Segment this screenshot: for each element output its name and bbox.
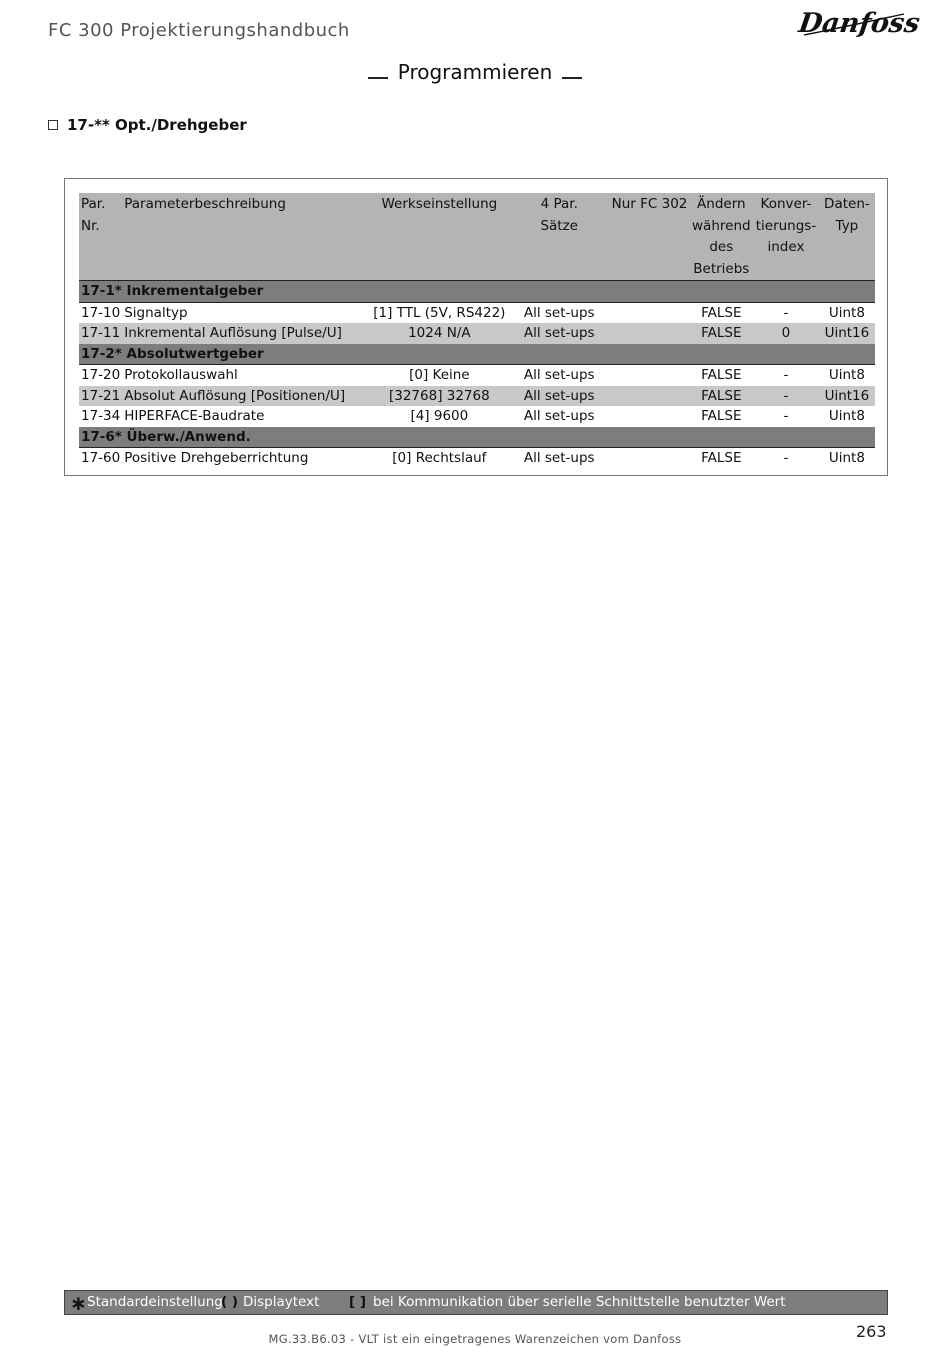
cell-nr: 17-20 [79,365,122,386]
cell-fc302 [610,302,690,323]
title-dash-left [368,77,388,79]
cell-change: FALSE [689,386,753,407]
legend-paren-symbol: ( ) [221,1294,239,1310]
cell-change: FALSE [689,406,753,427]
section-title [0,60,950,84]
cell-change: FALSE [689,365,753,386]
cell-datatype: Uint8 [819,365,875,386]
cell-conversion: 0 [753,323,819,344]
footer-note: MG.33.B6.03 - VLT ist ein eingetragenes Warenzeichen vom Danfoss [268,1332,682,1346]
header-datatype: Daten- Typ [824,196,870,234]
cell-datatype: Uint16 [819,386,875,407]
group-row [79,427,875,448]
cell-fc302 [610,386,690,407]
cell-change: FALSE [689,448,753,469]
parameter-group-title: 17-** Opt./Drehgeber [67,116,247,134]
cell-datatype: Uint8 [819,406,875,427]
header-description: Parameterbeschreibung [124,196,286,212]
section-title-text: Programmieren [397,60,553,84]
cell-conversion: - [753,406,819,427]
legend-paren-label: Displaytext [243,1294,320,1310]
cell-fc302 [610,406,690,427]
table-header-row [79,193,875,281]
table-row [79,386,875,407]
asterisk-icon: ∗ [70,1291,87,1315]
cell-description: Absolut Auflösung [Positionen/U] [122,386,370,407]
parameter-table [79,193,875,469]
cell-description: HIPERFACE-Baudrate [122,406,370,427]
legend-bar [64,1290,888,1315]
cell-change: FALSE [689,302,753,323]
page-number: 263 [856,1322,887,1341]
group-title: 17-6* Überw./Anwend. [79,427,875,448]
header-nr: Par. Nr. [81,196,106,234]
cell-description: Protokollauswahl [122,365,370,386]
parameter-table-frame [64,178,888,476]
group-row [79,281,875,303]
legend-default-label: Standardeinstellung [87,1294,223,1310]
cell-description: Inkremental Auflösung [Pulse/U] [122,323,370,344]
cell-datatype: Uint8 [819,448,875,469]
legend-bracket-symbol: [ ] [349,1294,367,1310]
cell-sets: All set-ups [509,365,610,386]
table-row [79,302,875,323]
header-fc302: Nur FC 302 [611,196,688,212]
legend-bracket-label: bei Kommunikation über serielle Schnittstelle benutzter Wert [373,1294,786,1310]
checkbox-icon [48,120,58,130]
cell-nr: 17-60 [79,448,122,469]
title-dash-right [562,77,582,79]
table-row [79,323,875,344]
group-title: 17-1* Inkrementalgeber [79,281,875,303]
cell-nr: 17-34 [79,406,122,427]
cell-sets: All set-ups [509,323,610,344]
cell-nr: 17-21 [79,386,122,407]
cell-default: [0] Rechtslauf [370,448,509,469]
header-sets: 4 Par. Sätze [540,196,578,234]
cell-description: Signaltyp [122,302,370,323]
header-conversion: Konver- tierungs- index [755,196,817,255]
document-title: FC 300 Projektierungshandbuch [48,20,350,41]
cell-change: FALSE [689,323,753,344]
cell-default: [0] Keine [370,365,509,386]
cell-default: 1024 N/A [370,323,509,344]
cell-datatype: Uint8 [819,302,875,323]
cell-nr: 17-11 [79,323,122,344]
cell-conversion: - [753,448,819,469]
table-row [79,448,875,469]
table-row [79,365,875,386]
cell-fc302 [610,448,690,469]
group-row [79,344,875,365]
cell-datatype: Uint16 [819,323,875,344]
header-change: Ändern während des Betriebs [692,196,751,277]
cell-sets: All set-ups [509,406,610,427]
cell-nr: 17-10 [79,302,122,323]
danfoss-logo [796,2,922,44]
cell-fc302 [610,365,690,386]
cell-fc302 [610,323,690,344]
table-row [79,406,875,427]
cell-default: [4] 9600 [370,406,509,427]
cell-default: [1] TTL (5V, RS422) [370,302,509,323]
group-title: 17-2* Absolutwertgeber [79,344,875,365]
cell-sets: All set-ups [509,448,610,469]
header-default: Werkseinstellung [381,196,498,212]
cell-conversion: - [753,365,819,386]
cell-conversion: - [753,386,819,407]
cell-sets: All set-ups [509,302,610,323]
parameter-group-heading [48,116,247,134]
cell-description: Positive Drehgeberrichtung [122,448,370,469]
cell-sets: All set-ups [509,386,610,407]
cell-default: [32768] 32768 [370,386,509,407]
svg-text:Danfoss: Danfoss [796,8,922,39]
cell-conversion: - [753,302,819,323]
